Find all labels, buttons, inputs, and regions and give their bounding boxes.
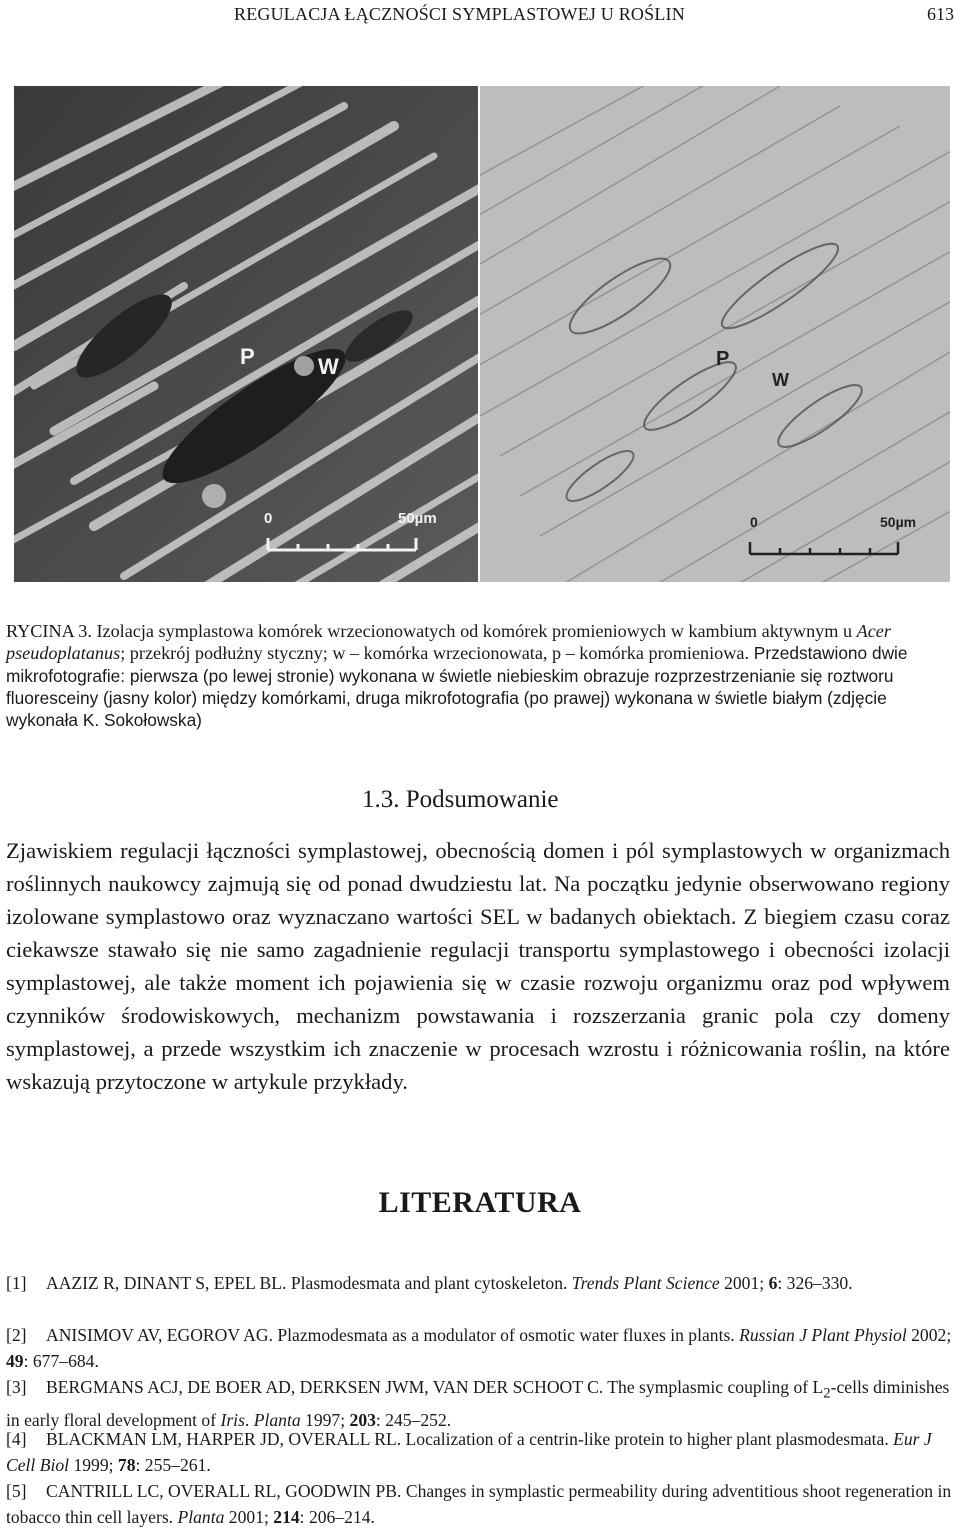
reference-item: [5] CANTRILL LC, OVERALL RL, GOODWIN PB. Changes in symplastic permeability during adventitious shoot regeneration in tobacco thin cell layers. Planta 2001; 214: 206–214. [6, 1481, 952, 1527]
section-heading: 1.3. Podsumowanie [362, 786, 559, 813]
label-w: W [318, 354, 339, 379]
caption-description: ; przekrój podłużny styczny; w – komórka wrzecionowata, p – komórka promieniowa. [120, 643, 749, 664]
label-w: W [772, 370, 789, 390]
caption-species: Acer pseudoplatanus [6, 621, 891, 664]
scale-length: 50µm [398, 510, 437, 527]
reference-item: [4] BLACKMAN LM, HARPER JD, OVERALL RL. Localization of a centrin-like protein to higher plant plasmodesmata. Eur J Cell Biol 1999; 78: 255–261. [6, 1429, 932, 1475]
scale-length: 50µm [880, 514, 917, 530]
scale-bar-left [266, 534, 426, 554]
label-p: P [240, 344, 255, 369]
scale-bar-right [748, 538, 908, 558]
reference-item: [1] AAZIZ R, DINANT S, EPEL BL. Plasmodesmata and plant cytoskeleton. Trends Plant Science 2001; 6: 326–330. [6, 1273, 853, 1293]
scale-zero: 0 [750, 514, 758, 530]
micrograph-left [14, 86, 478, 582]
reference-item: [2] ANISIMOV AV, EGOROV AG. Plazmodesmata as a modulator of osmotic water fluxes in plants. Russian J Plant Physiol 2002; 49: 677–684. [6, 1325, 952, 1371]
summary-paragraph: Zjawiskiem regulacji łączności symplastowej, obecnością domen i pól symplastowych w organizmach roślinnych naukowcy zajmują się od ponad dwudziestu lat. Na początku jedynie obserwowano regiony izolowane symplastowo oraz wyznaczano wartości SEL w badanych obiektach. Z biegiem czasu coraz ciekawsze stawało się nie samo zagadnienie regulacji transportu symplastowego i obecności izolacji symplastowej, ale także moment ich pojawienia się w czasie rozwoju organizmu oraz pod wpływem czynników środowiskowych, mechanizm powstawania i rozszerzania granic pola czy domeny symplastowej, a przede wszystkim ich znaczenie w procesach wzrostu i różnicowania roślin, na które wskazują przytoczone w artykule przykłady. [6, 838, 950, 1094]
caption-details: Przedstawiono dwie mikrofotografie: pierwsza (po lewej stronie) wykonana w świetle niebieskim obrazuje rozprzestrzenianie się roztworu fluoresceiny (jasny kolor) między komórkami, druga mikrofotografia (po prawej) wykonana w świetle białym (zdjęcie wykonała K. Sokołowska) [6, 643, 908, 731]
micrograph-right [480, 86, 950, 582]
figure-caption [6, 620, 950, 731]
literature-heading: LITERATURA [378, 1186, 582, 1219]
scale-zero: 0 [264, 510, 273, 527]
reference-item: [3] BERGMANS ACJ, DE BOER AD, DERKSEN JWM, VAN DER SCHOOT C. The symplasmic coupling of $L_2$-cells diminishes in early floral development of Iris. Planta 1997; 203: 245–252. [6, 1377, 950, 1430]
page-number: 613 [927, 4, 954, 24]
figure [14, 86, 950, 582]
caption-prefix: RYCINA 3. Izolacja symplastowa komórek wrzecionowatych od komórek promieniowych w kambium aktywnym u [6, 621, 857, 641]
running-header [0, 4, 960, 28]
running-title: REGULACJA ŁĄCZNOŚCI SYMPLASTOWEJ U ROŚLIN [234, 4, 685, 24]
label-p: P [716, 348, 730, 370]
